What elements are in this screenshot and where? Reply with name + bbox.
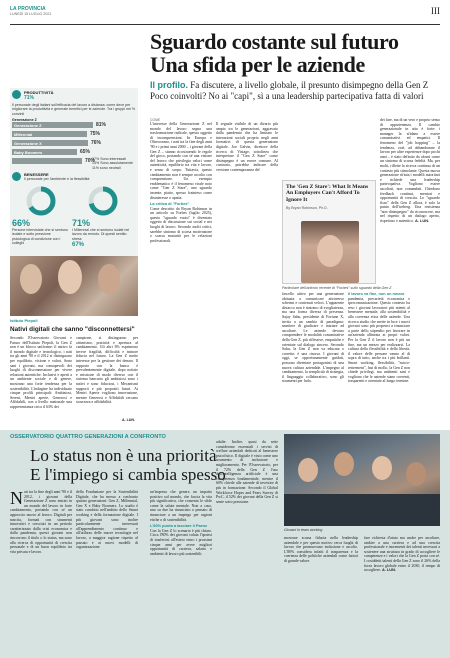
- legend-item: 37% Sono interessati: [92, 157, 126, 161]
- team-photo: [284, 434, 440, 526]
- wellbeing-text: Il personale per l'ambiente e la flessibilità: [24, 177, 90, 181]
- paper-name: LA PROVINCIA: [10, 6, 46, 12]
- observatory-title-line2: E l'impiego si cambia spesso: [30, 465, 226, 484]
- page-section: III: [431, 6, 440, 16]
- observatory-col3b-text: Con la Gen Z lo scenario è più chiaro. Circa l'80% dei giovani valuta l'ipotesi di trasferirsi all'estero entro i prossimi cinque anni per avere migliori opportunità di carriera, salario e ambienti di lavoro più sostenibili.: [150, 528, 212, 556]
- bar: [12, 158, 82, 164]
- donut-chart-right: [76, 186, 130, 216]
- clipping-byline: By Bryan Robinson, Ph.D.: [286, 206, 328, 211]
- paper-date: LUNEDÌ 15 LUGLIO 2021: [10, 12, 52, 16]
- observatory-col2: della Fondazione per la Sostenibilità Digitale, che ha messo a confronto quattro generazioni: Gen Z, Millennial, Gen X e Baby Boomers. Lo studio è stato condotto nell'ambito dello Smart working e della formazione digitale. I più giovani sono inoltre particolarmente interessati all'apprendimento continuo e all'utilizzo delle nuove tecnologie nel lavoro, a maggior ragione rispetto al passato e ai nuovi modelli di organizzazione.: [76, 490, 138, 550]
- donut-chart-left: [14, 186, 68, 216]
- clipping-title: The 'Gen Z Stare': What It Means An Employers Can't Afford To Ignore It: [286, 184, 369, 203]
- left-article-author: A. LUN.: [122, 418, 135, 422]
- main-article-col1b-text: Come descritto da Bryan Robinson in un articolo su Forbes (luglio 2025), questo "sguardo vuoto" è diventato oggetto di discussione sui social e nei luoghi di lavoro. Secondo molti critici, sarebbe sintomo di scarsa motivazione o scarsa maturità per le relazioni professionali.: [150, 206, 212, 243]
- headline-block: [150, 30, 440, 76]
- masthead: [10, 6, 440, 22]
- pct-right: [72, 218, 136, 248]
- observatory-col3: [150, 490, 212, 556]
- observatory-col5: mostrare scarsa fiducia nella leadership aziendale e per questo motivo cerca luoghi di lavoro che promuovano inclusione e ascolto. L'80% considera infatti il trasparenza e la coerenza delle politiche aziendali come fattori di grande valore.: [284, 536, 358, 563]
- productivity-title: PRODUTTIVITÀ: [24, 90, 54, 95]
- productivity-value: 71%: [24, 95, 35, 101]
- main-article-author: A. LUN.: [415, 218, 430, 224]
- main-article-label: COME: [150, 118, 161, 122]
- pct-left-value: 66%: [12, 218, 31, 228]
- pct-right-extra: 67%: [72, 241, 85, 248]
- main-article-col5-text: dei fare, ma di un vero e proprio senso di appartenenza. Il cambio generazionale in atto è forte: i manager la sfidano a essere comunicativi ed empatici. Il fenomeno del "job hopping" – la tendenza, cioè, ad abbandonare il lavoro per altre esperienze dopo pochi anni – è stato definito da alcuni come un sintomo di scarsa fedeltà. Ma, per molti, riflette la ricerca continua di un contesto più stimolante. Questa nuova generazione rifiuta i modelli autoritari e richiede una leadership partecipativa. Vogliono essere ascoltati, non comandati. Chiedono feedback continui, mentori e opportunità di crescita. Lo "sguardo fisso" della Gen Z allora, è solo la punta dell'iceberg. Una resistenza "non disimpegno" da riconoscere, ma nel rispetto di un dialogo aperto, rispettoso e autentico.: [380, 118, 440, 224]
- chart-icon: [12, 90, 21, 99]
- clipping-caption: Particolare dell'articolo recente di "Forbes" sullo sguardo della Gen Z: [282, 286, 392, 290]
- main-article-col4: [348, 292, 410, 384]
- observatory-label: OSSERVATORIO QUATTRO GENERAZIONI A CONFRONTO: [10, 434, 166, 440]
- pct-right-text: I Millennial che si sentono isolati nel lavoro da remoto. Di questi sentito stress: [72, 228, 130, 241]
- bar-label: Baby Boomers: [14, 149, 43, 155]
- forbes-clipping: [282, 180, 376, 284]
- wellbeing-title: BENESSERE: [24, 172, 49, 177]
- bar-value: 81%: [96, 122, 107, 128]
- team-photo-caption: Giovani in team working: [284, 528, 323, 532]
- productivity-text: Il personale degli italiani sull'efficacia del lavoro a distanza: come deve per migliorare la produttività e generale benefici per le aziende. Tra i gruppi nel % convinti: [12, 103, 136, 116]
- left-article-col2: campione, si distinguono per ottimismo, praticità e apertura al cambiamento. Gli altri 6% esprimono invece fragilità, difficoltà e minore fiducia nel futuro. La Gen Z mette interesse per la gestione dei denaro. Il rapporto con la banca è prevalentemente digitale, dopo notizie e missione di modo diverso con il sistema bancario gli ambiziosi sono i nativi e sono fiduciosi, i Mecanismi supporti e più propositi futuri. Ai Mentri Aperte vogliono innovazione, mentre Generosi e Affidabili cercano sicurezza e affidabilità.: [76, 336, 138, 405]
- heart-icon: [12, 172, 21, 181]
- observatory-sub1: L'80% punta a lasciare il Paese: [150, 523, 208, 529]
- source-label: Istituto Piepoli: [10, 318, 38, 323]
- pct-left: [12, 218, 68, 245]
- bar-value: 75%: [90, 131, 101, 137]
- bar-value: 76%: [91, 140, 102, 146]
- observatory-author: A. LUN.: [381, 567, 397, 573]
- wellbeing-block: [12, 172, 136, 181]
- bar-row: [12, 131, 136, 137]
- bar-value: 65%: [80, 149, 91, 155]
- productivity-block: [12, 90, 136, 122]
- pct-right-value: 71%: [72, 218, 91, 228]
- main-article-col3: fascello attivo per una generazione abituata a comunicare attraverso schermi e contenuti veloci. L'apparente distacco non è sintomo di svogliatezza, ma una forma diversa di presenza. Sajay Sahu, presidente di Fortune X, invita a un cambio di paradigma: smettere di giudicare e iniziare ad ascoltare. Le aziende devono comprendere le modalità comunicative della Gen Z, più riflessive, empatiche e orientate sul dialogo sincero. Secondo Sahu, la Gen Z non va educata o corretta: è una risorsa. I giovani di oggi, se opportunamente guidati, possono diventare protagonisti di una nuova cultura aziendale. L'impegno al cambiamento, la semplicità di strategia, il linguaggio collaborativo, sono gli strumenti per farlo.: [282, 292, 344, 384]
- pct-left-text: Persone intervistate che si sentono isolate e sotto pressione psicologica di condizione con i colleghi: [12, 228, 68, 245]
- standfirst-text: Fa discutere, a livello globale, il presunto disimpegno della Gen Z Poco coinvolti? No ai "capi", sì a una leadership partecipativa fatta di valori: [150, 80, 429, 101]
- headline-line2: Una sfida per le aziende: [150, 52, 365, 77]
- legend-item: 11% sono neutrali: [92, 165, 121, 170]
- observatory-title-line1: Lo status non è una priorità: [30, 446, 217, 465]
- legend-item: 14% Sono assolutamente: [92, 161, 133, 166]
- bar-label: Generazione Z: [14, 122, 42, 128]
- clipping-portrait: [301, 221, 359, 283]
- bar-row: [12, 122, 136, 128]
- main-article-sub2: Il lavoro va fine, non un mezzo: [348, 291, 405, 296]
- main-article-col1: [150, 122, 212, 243]
- main-article-col2: Il segnale visibile di un divario più ampio tra le generazioni, aggravato dalla pandemia che ha limitato le interazioni sociali proprio negli anni formativi di questa generazione digitale. Joe Galvin, direttore della ricerca di Vistage, sottolinea che interpretare il "Gen Z Stare" come disimpegno è un errore comune. Al contrario, potrebbe indicare della versione contemporanea del: [216, 122, 278, 172]
- main-article-col4-text: pandemia, precarietà economica e ipercomunicazione. Questo contesto ha reso i giovani lavoratori più attenti al benessere mentale, alla sostenibilità e alla coerenza etica delle aziende. Una ricerca studio che mette in luce i nuovi giovani sono più propensi a rinunciare a parte dello stipendio per lavorare in un'azienda allineata ai propri valori. Per la Gen Z il lavoro non è più un fine, ma un mezzo per realizzarsi. La cultura della flessibilità e della libertà, il valore delle persone vanno al di sopra di tutto, anche tra i più brillanti. Smart working, flessibilità, "micro-retirement", fasi di mollo, la Gen Z non chiede privilegi, ma ambienti sani e vogliono che le aziende siano coerenti, trasparenti e orientate al lungo termine.: [348, 296, 410, 384]
- main-article-sub1: La critica di "Forbes": [150, 201, 190, 207]
- observatory-col4: adulte. Inoltre, quasi da sette considerano essenziali i servizi di welfare aziendali dedicati al benessere psicofisico. Il digitale è visto come uno strumento di inclusione e miglioramento. Per l'Osservatorio, per il 72% della Gen Z l'uso dell'intelligenza artificiale è una competenza fondamentale, mentre il 60% chiede alle aziende di investire di più in formazione. Secondo il Global Workforce Hopes and Fears Survey di PwC, il 52% dei giovani della Gen Z si sente sotto pressione.: [216, 440, 278, 504]
- main-article-col5: [380, 118, 440, 224]
- infographic-photo: [10, 256, 138, 316]
- standfirst: [150, 80, 440, 101]
- left-article-title: Nativi digitali che sanno "disconnettersi": [10, 326, 135, 333]
- left-article-col1: Secondo l'Osservatorio Giovani e Futuro dell'Istituto Piepoli, la Gen Z non è un blocco uniforme: il nativo fa il mondo digitale e tecnologico, i nati tra gli anni '90 e il 2012 si distinguono per equilibrio, visione e valori. Sono sani i giovani, ma consapevoli dei luoghi di disconnessione per vivere relazioni autentiche. Inclusivi e aperti a un ambiente sociale e di genere, mostrano una forte tendenza per la sostenibilità. L'indagine ha individuato cinque profili principali: Ambiziosi, Sereni, Mentri aperte, Generosi e Affidabili, con a livello nazionale una rappresentanza circa il 63% dei: [10, 336, 72, 409]
- observatory-col1: [10, 490, 72, 554]
- kicker: Il profilo.: [150, 80, 188, 90]
- bar-value: 70%: [85, 158, 96, 164]
- dropcap: N: [10, 488, 23, 508]
- bar-label: Millennial: [14, 131, 33, 137]
- bar-label: Generazione X: [14, 140, 42, 146]
- headline-line1: Sguardo costante sul futuro: [150, 29, 399, 54]
- observatory-col6: [364, 536, 440, 573]
- observatory-col6-text: fare richiesta d'aiuto ma anche per ascoltare, ambire a una carriera e ad una crescita professionale e incrementi dei talenti necessari a sostenere una struttura in grado di accogliere le competenze e i valori che la Gen Z porta con sé. I cosiddetti talenti della Gen Z sono il 26% della forza lavoro globale entro il 2030, il tempo di accogliere.: [364, 536, 440, 573]
- bar-row: [12, 140, 136, 146]
- observatory-col1-text: ati tra la fine degli anni '90 e il 2012, i giovani della Generazione Z sono entrati in un mondo del lavoro in forte cambiamento, portando con sé un approccio nuovo al lavoro. Digitali per nascita, formati con strumenti innovativi e cresciuti in un periodo caratterizzato dalla crisi economica e dalla pandemia, questi giovani non rincorrono il titolo o lo status, ma sono alla ricerca di opportunità di crescita personale e di un buon equilibrio tra vita privata e lavoro.: [10, 490, 72, 554]
- generation-title: Generazione Z: [12, 117, 37, 122]
- observatory-col3-text: un'impresa che genera un impatto positivo sul mondo, che faccia la vita più significativa, che consenta le sfide come la salute mentale. Non a caso, uno su due ha rinunciato o pensato di rinunciare a un impiego per ragioni etiche o di sostenibilità.: [150, 490, 212, 522]
- bar-legend: [92, 157, 138, 170]
- bar-row: [12, 149, 136, 155]
- main-article-col1-text: L'interesse della Generazione Z nel mondo del lavoro segna una trasformazione radicale, spesso oggetto di incomprensioni. In Europa e Oltreoceano, i nati tra la fine degli anni '90 e i primi anni 2000 – i giovani della Gen Z – stanno ricostruendo le regole del gioco, portando con sé una visione del lavoro che privilegia valori come autenticità, equilibrio tra vita e lavoro, e senso di scopo. Tuttavia, questo cambiamento non è sempre accolto con comprensione. Un esempio emblematico è il fenomeno virale noto come "Gen Z Stare", uno sguardo assente, piatto, spesso frainteso come disinteresse o apatia.: [150, 122, 212, 200]
